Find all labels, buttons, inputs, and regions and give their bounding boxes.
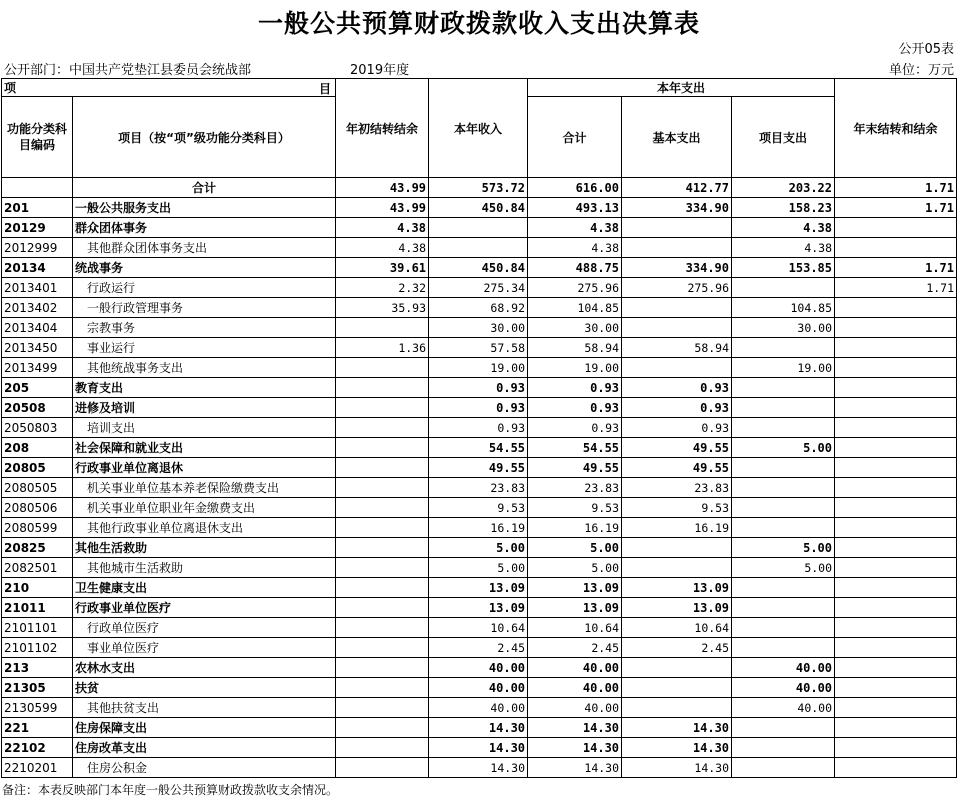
cell-opening-balance: 4.38: [336, 218, 429, 238]
header-basic-expense: 基本支出: [622, 97, 732, 178]
table-row: [2, 438, 957, 458]
cell-income: [429, 218, 528, 238]
cell-project-expense: [732, 518, 835, 538]
cell-income: 275.34: [429, 278, 528, 298]
table-row: [2, 538, 957, 558]
cell-name: 住房改革支出: [73, 738, 336, 758]
cell-project-expense: 153.85: [732, 258, 835, 278]
cell-code: 21305: [2, 678, 73, 698]
cell-basic-expense: 334.90: [622, 198, 732, 218]
cell-closing-balance: [835, 418, 957, 438]
cell-project-expense: 158.23: [732, 198, 835, 218]
cell-code: 2082501: [2, 558, 73, 578]
cell-project-expense: 203.22: [732, 178, 835, 198]
table-row: [2, 458, 957, 478]
cell-code: 205: [2, 378, 73, 398]
cell-closing-balance: [835, 398, 957, 418]
cell-income: 40.00: [429, 698, 528, 718]
table-row: [2, 498, 957, 518]
header-project-expense: 项目支出: [732, 97, 835, 178]
cell-expense-total: 488.75: [528, 258, 622, 278]
table-row: [2, 298, 957, 318]
cell-opening-balance: [336, 518, 429, 538]
cell-closing-balance: [835, 378, 957, 398]
cell-income: 57.58: [429, 338, 528, 358]
cell-closing-balance: [835, 758, 957, 778]
cell-opening-balance: [336, 698, 429, 718]
cell-name: 一般行政管理事务: [73, 298, 336, 318]
cell-income: 40.00: [429, 678, 528, 698]
cell-code: 2050803: [2, 418, 73, 438]
cell-name: 其他城市生活救助: [73, 558, 336, 578]
cell-expense-total: 16.19: [528, 518, 622, 538]
table-row: [2, 398, 957, 418]
cell-basic-expense: 334.90: [622, 258, 732, 278]
cell-expense-total: 40.00: [528, 658, 622, 678]
header-name: 项目（按“项”级功能分类科目）: [73, 97, 336, 178]
cell-code: 208: [2, 438, 73, 458]
cell-code: 2013404: [2, 318, 73, 338]
cell-income: 0.93: [429, 418, 528, 438]
cell-name: 其他扶贫支出: [73, 698, 336, 718]
cell-name: 事业单位医疗: [73, 638, 336, 658]
cell-opening-balance: 4.38: [336, 238, 429, 258]
cell-code: 2012999: [2, 238, 73, 258]
cell-closing-balance: [835, 678, 957, 698]
cell-code: 22102: [2, 738, 73, 758]
cell-opening-balance: [336, 538, 429, 558]
cell-closing-balance: [835, 718, 957, 738]
cell-basic-expense: [622, 538, 732, 558]
table-row: [2, 258, 957, 278]
cell-code: 20805: [2, 458, 73, 478]
table-row: [2, 178, 957, 198]
cell-income: 16.19: [429, 518, 528, 538]
cell-project-expense: [732, 618, 835, 638]
table-body: [2, 178, 957, 778]
cell-code: 201: [2, 198, 73, 218]
cell-closing-balance: [835, 238, 957, 258]
cell-closing-balance: [835, 638, 957, 658]
cell-expense-total: 49.55: [528, 458, 622, 478]
table-row: [2, 718, 957, 738]
cell-opening-balance: [336, 438, 429, 458]
cell-closing-balance: [835, 498, 957, 518]
cell-basic-expense: 14.30: [622, 738, 732, 758]
cell-name: 住房公积金: [73, 758, 336, 778]
cell-project-expense: [732, 378, 835, 398]
cell-income: 19.00: [429, 358, 528, 378]
cell-expense-total: 9.53: [528, 498, 622, 518]
cell-name: 其他行政事业单位离退休支出: [73, 518, 336, 538]
cell-code: 210: [2, 578, 73, 598]
form-number: 公开05表: [898, 42, 954, 57]
cell-name: 宗教事务: [73, 318, 336, 338]
cell-basic-expense: [622, 698, 732, 718]
cell-opening-balance: [336, 758, 429, 778]
cell-expense-total: 0.93: [528, 418, 622, 438]
cell-name: 行政事业单位离退休: [73, 458, 336, 478]
cell-basic-expense: [622, 298, 732, 318]
cell-project-expense: 40.00: [732, 658, 835, 678]
cell-name: 住房保障支出: [73, 718, 336, 738]
cell-closing-balance: [835, 298, 957, 318]
table-row: [2, 518, 957, 538]
cell-closing-balance: 1.71: [835, 258, 957, 278]
header-opening-balance: 年初结转结余: [336, 79, 429, 178]
header-item-corner: [2, 79, 336, 97]
department-label: 公开部门：中国共产党垫江县委员会统战部: [4, 63, 252, 78]
cell-expense-total: 4.38: [528, 238, 622, 258]
cell-income: 14.30: [429, 718, 528, 738]
cell-expense-total: 5.00: [528, 538, 622, 558]
cell-basic-expense: [622, 678, 732, 698]
cell-code: 20129: [2, 218, 73, 238]
cell-basic-expense: 275.96: [622, 278, 732, 298]
header-item-right: 目: [319, 82, 332, 96]
cell-expense-total: 40.00: [528, 678, 622, 698]
cell-closing-balance: [835, 518, 957, 538]
footnote: 备注：本表反映部门本年度一般公共预算财政拨款收支余情况。: [2, 783, 339, 797]
cell-closing-balance: [835, 578, 957, 598]
cell-code: 2101102: [2, 638, 73, 658]
cell-expense-total: 14.30: [528, 758, 622, 778]
cell-basic-expense: [622, 238, 732, 258]
cell-code: 2013402: [2, 298, 73, 318]
cell-basic-expense: 14.30: [622, 718, 732, 738]
cell-project-expense: [732, 498, 835, 518]
unit-label: 单位：万元: [888, 63, 954, 78]
cell-closing-balance: 1.71: [835, 178, 957, 198]
cell-basic-expense: 49.55: [622, 438, 732, 458]
cell-opening-balance: [336, 478, 429, 498]
cell-closing-balance: 1.71: [835, 278, 957, 298]
table-row: [2, 638, 957, 658]
cell-code: 2013499: [2, 358, 73, 378]
cell-basic-expense: 412.77: [622, 178, 732, 198]
cell-name: 行政运行: [73, 278, 336, 298]
cell-opening-balance: [336, 498, 429, 518]
cell-expense-total: 30.00: [528, 318, 622, 338]
cell-expense-total: 0.93: [528, 378, 622, 398]
cell-expense-total: 10.64: [528, 618, 622, 638]
cell-income: 14.30: [429, 738, 528, 758]
cell-basic-expense: 9.53: [622, 498, 732, 518]
cell-opening-balance: [336, 718, 429, 738]
cell-basic-expense: 13.09: [622, 598, 732, 618]
cell-income: 573.72: [429, 178, 528, 198]
cell-expense-total: 5.00: [528, 558, 622, 578]
cell-income: [429, 238, 528, 258]
cell-code: 21011: [2, 598, 73, 618]
cell-project-expense: 5.00: [732, 538, 835, 558]
cell-closing-balance: 1.71: [835, 198, 957, 218]
cell-income: 23.83: [429, 478, 528, 498]
header-expense-group: 本年支出: [528, 79, 835, 97]
cell-project-expense: [732, 578, 835, 598]
cell-name: 行政事业单位医疗: [73, 598, 336, 618]
cell-income: 13.09: [429, 598, 528, 618]
cell-project-expense: 40.00: [732, 678, 835, 698]
cell-expense-total: 58.94: [528, 338, 622, 358]
cell-closing-balance: [835, 738, 957, 758]
cell-closing-balance: [835, 438, 957, 458]
cell-name: 扶贫: [73, 678, 336, 698]
cell-basic-expense: 58.94: [622, 338, 732, 358]
cell-income: 40.00: [429, 658, 528, 678]
cell-code: 221: [2, 718, 73, 738]
cell-income: 450.84: [429, 198, 528, 218]
cell-name: 农林水支出: [73, 658, 336, 678]
cell-opening-balance: [336, 598, 429, 618]
cell-project-expense: 4.38: [732, 238, 835, 258]
cell-income: 30.00: [429, 318, 528, 338]
cell-basic-expense: 2.45: [622, 638, 732, 658]
cell-expense-total: 4.38: [528, 218, 622, 238]
cell-name: 机关事业单位基本养老保险缴费支出: [73, 478, 336, 498]
cell-basic-expense: 0.93: [622, 418, 732, 438]
cell-basic-expense: 49.55: [622, 458, 732, 478]
cell-expense-total: 104.85: [528, 298, 622, 318]
cell-expense-total: 14.30: [528, 738, 622, 758]
cell-income: 0.93: [429, 378, 528, 398]
cell-opening-balance: [336, 458, 429, 478]
cell-project-expense: [732, 458, 835, 478]
cell-opening-balance: [336, 358, 429, 378]
cell-opening-balance: 2.32: [336, 278, 429, 298]
table-row: [2, 558, 957, 578]
cell-income: 2.45: [429, 638, 528, 658]
cell-basic-expense: [622, 218, 732, 238]
table-row: [2, 758, 957, 778]
table-row: [2, 198, 957, 218]
cell-project-expense: 4.38: [732, 218, 835, 238]
cell-project-expense: [732, 338, 835, 358]
header-code: 功能分类科目编码: [2, 97, 73, 178]
table-row: [2, 338, 957, 358]
cell-code: 2080505: [2, 478, 73, 498]
table-row: [2, 238, 957, 258]
cell-opening-balance: [336, 558, 429, 578]
cell-project-expense: 19.00: [732, 358, 835, 378]
cell-project-expense: 5.00: [732, 558, 835, 578]
cell-opening-balance: 43.99: [336, 178, 429, 198]
cell-name: 其他群众团体事务支出: [73, 238, 336, 258]
cell-project-expense: [732, 758, 835, 778]
cell-income: 5.00: [429, 538, 528, 558]
cell-opening-balance: [336, 318, 429, 338]
cell-opening-balance: 39.61: [336, 258, 429, 278]
header-closing-balance: 年末结转和结余: [835, 79, 957, 178]
cell-expense-total: 13.09: [528, 578, 622, 598]
cell-opening-balance: 43.99: [336, 198, 429, 218]
cell-project-expense: 5.00: [732, 438, 835, 458]
cell-basic-expense: 13.09: [622, 578, 732, 598]
cell-expense-total: 493.13: [528, 198, 622, 218]
cell-name: 一般公共服务支出: [73, 198, 336, 218]
cell-income: 10.64: [429, 618, 528, 638]
cell-closing-balance: [835, 598, 957, 618]
report-title: 一般公共预算财政拨款收入支出决算表: [257, 9, 700, 38]
header-expense-total: 合计: [528, 97, 622, 178]
cell-basic-expense: 0.93: [622, 378, 732, 398]
cell-closing-balance: [835, 458, 957, 478]
cell-opening-balance: [336, 658, 429, 678]
cell-name: 教育支出: [73, 378, 336, 398]
cell-opening-balance: [336, 618, 429, 638]
table-row: [2, 358, 957, 378]
cell-code: 2013401: [2, 278, 73, 298]
cell-income: 54.55: [429, 438, 528, 458]
cell-code: 2080506: [2, 498, 73, 518]
cell-expense-total: 2.45: [528, 638, 622, 658]
header-income: 本年收入: [429, 79, 528, 178]
cell-opening-balance: [336, 738, 429, 758]
cell-expense-total: 23.83: [528, 478, 622, 498]
cell-income: 0.93: [429, 398, 528, 418]
cell-project-expense: [732, 398, 835, 418]
table-row: [2, 618, 957, 638]
cell-closing-balance: [835, 618, 957, 638]
cell-project-expense: [732, 738, 835, 758]
cell-expense-total: 14.30: [528, 718, 622, 738]
cell-code: 20825: [2, 538, 73, 558]
cell-expense-total: 54.55: [528, 438, 622, 458]
table-row: [2, 318, 957, 338]
cell-project-expense: 40.00: [732, 698, 835, 718]
header-row-top: [2, 79, 957, 97]
cell-opening-balance: [336, 378, 429, 398]
cell-income: 9.53: [429, 498, 528, 518]
cell-name: 统战事务: [73, 258, 336, 278]
cell-name: 群众团体事务: [73, 218, 336, 238]
cell-code: 2130599: [2, 698, 73, 718]
cell-name: 事业运行: [73, 338, 336, 358]
header-item-left: 项: [4, 81, 17, 95]
cell-opening-balance: [336, 398, 429, 418]
cell-closing-balance: [835, 318, 957, 338]
cell-name: 卫生健康支出: [73, 578, 336, 598]
fiscal-year: 2019年度: [350, 63, 410, 78]
cell-name: 行政单位医疗: [73, 618, 336, 638]
cell-basic-expense: [622, 358, 732, 378]
cell-project-expense: [732, 638, 835, 658]
cell-opening-balance: 35.93: [336, 298, 429, 318]
cell-expense-total: 40.00: [528, 698, 622, 718]
cell-closing-balance: [835, 218, 957, 238]
cell-basic-expense: [622, 558, 732, 578]
cell-opening-balance: 1.36: [336, 338, 429, 358]
cell-basic-expense: [622, 658, 732, 678]
cell-closing-balance: [835, 478, 957, 498]
cell-code: 2080599: [2, 518, 73, 538]
cell-expense-total: 13.09: [528, 598, 622, 618]
table-row: [2, 418, 957, 438]
cell-closing-balance: [835, 558, 957, 578]
cell-opening-balance: [336, 578, 429, 598]
cell-expense-total: 19.00: [528, 358, 622, 378]
cell-project-expense: 30.00: [732, 318, 835, 338]
cell-closing-balance: [835, 658, 957, 678]
cell-opening-balance: [336, 678, 429, 698]
cell-opening-balance: [336, 638, 429, 658]
cell-income: 5.00: [429, 558, 528, 578]
cell-name: 合计: [73, 178, 336, 198]
table-row: [2, 698, 957, 718]
cell-basic-expense: 0.93: [622, 398, 732, 418]
cell-basic-expense: 14.30: [622, 758, 732, 778]
cell-basic-expense: [622, 318, 732, 338]
table-row: [2, 218, 957, 238]
cell-project-expense: [732, 598, 835, 618]
cell-project-expense: [732, 718, 835, 738]
table-row: [2, 658, 957, 678]
cell-name: 进修及培训: [73, 398, 336, 418]
cell-basic-expense: 16.19: [622, 518, 732, 538]
cell-name: 社会保障和就业支出: [73, 438, 336, 458]
cell-name: 机关事业单位职业年金缴费支出: [73, 498, 336, 518]
budget-table: [1, 78, 957, 778]
cell-closing-balance: [835, 358, 957, 378]
cell-code: 2013450: [2, 338, 73, 358]
cell-income: 450.84: [429, 258, 528, 278]
cell-income: 68.92: [429, 298, 528, 318]
table-row: [2, 678, 957, 698]
cell-income: 13.09: [429, 578, 528, 598]
cell-closing-balance: [835, 538, 957, 558]
table-row: [2, 598, 957, 618]
cell-name: 培训支出: [73, 418, 336, 438]
cell-code: 213: [2, 658, 73, 678]
table-row: [2, 478, 957, 498]
cell-code: 2210201: [2, 758, 73, 778]
cell-name: 其他生活救助: [73, 538, 336, 558]
table-row: [2, 738, 957, 758]
cell-project-expense: 104.85: [732, 298, 835, 318]
cell-project-expense: [732, 478, 835, 498]
cell-name: 其他统战事务支出: [73, 358, 336, 378]
cell-project-expense: [732, 418, 835, 438]
cell-opening-balance: [336, 418, 429, 438]
cell-closing-balance: [835, 698, 957, 718]
cell-basic-expense: 23.83: [622, 478, 732, 498]
cell-project-expense: [732, 278, 835, 298]
cell-closing-balance: [835, 338, 957, 358]
table-row: [2, 278, 957, 298]
cell-basic-expense: 10.64: [622, 618, 732, 638]
table-row: [2, 578, 957, 598]
table-row: [2, 378, 957, 398]
cell-income: 49.55: [429, 458, 528, 478]
cell-income: 14.30: [429, 758, 528, 778]
cell-expense-total: 616.00: [528, 178, 622, 198]
cell-code: 2101101: [2, 618, 73, 638]
cell-code: 20134: [2, 258, 73, 278]
cell-expense-total: 275.96: [528, 278, 622, 298]
cell-expense-total: 0.93: [528, 398, 622, 418]
cell-code: [2, 178, 73, 198]
cell-code: 20508: [2, 398, 73, 418]
